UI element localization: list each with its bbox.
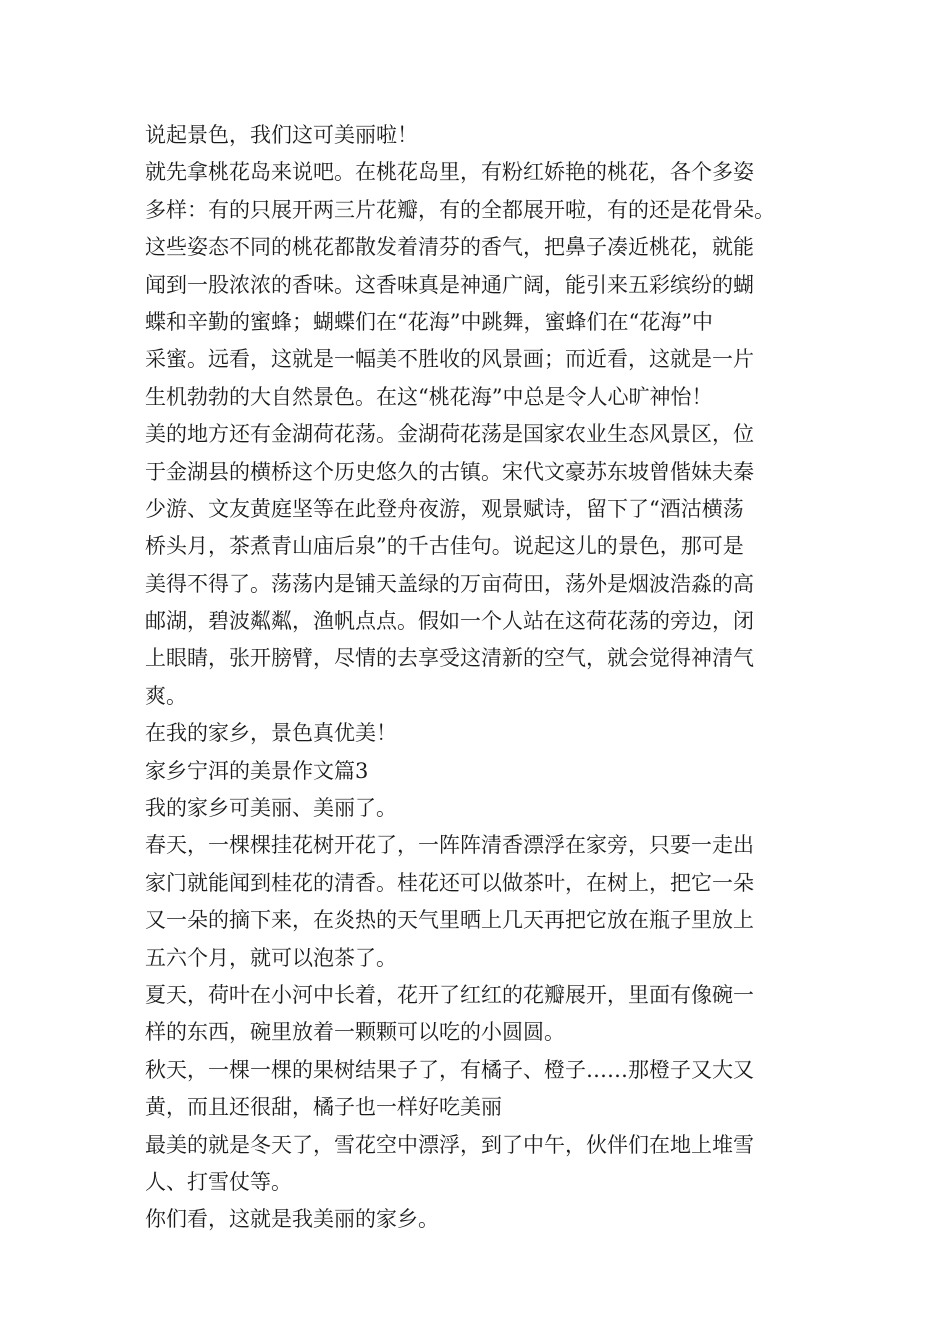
- text-line: 美的地方还有金湖荷花荡。金湖荷花荡是国家农业生态风景区，位: [145, 422, 754, 447]
- text-line: 采蜜。远看，这就是一幅美不胜收的风景画；而近看，这就是一片: [145, 347, 754, 372]
- text-line: 爽。: [145, 683, 187, 708]
- section-heading: 家乡宁洱的美景作文篇3: [145, 758, 369, 783]
- text-line: 秋天，一棵一棵的果树结果子了，有橘子、橙子……那橙子又大又: [145, 1057, 754, 1082]
- text-line: 桥头月，茶煮青山庙后泉”的千古佳句。说起这儿的景色，那可是: [145, 534, 744, 559]
- text-line: 五六个月，就可以泡茶了。: [145, 945, 397, 970]
- text-line: 上眼睛，张开膀臂，尽情的去享受这清新的空气，就会觉得神清气: [145, 646, 754, 671]
- text-line: 这些姿态不同的桃花都散发着清芬的香气，把鼻子凑近桃花，就能: [145, 235, 754, 260]
- text-line: 邮湖，碧波粼粼，渔帆点点。假如一个人站在这荷花荡的旁边，闭: [145, 609, 754, 634]
- text-line: 我的家乡可美丽、美丽了。: [145, 796, 397, 821]
- text-line: 于金湖县的横桥这个历史悠久的古镇。宋代文豪苏东坡曾偕妹夫秦: [145, 459, 754, 484]
- text-line: 又一朵的摘下来，在炎热的天气里晒上几天再把它放在瓶子里放上: [145, 908, 754, 933]
- text-line: 闻到一股浓浓的香味。这香味真是神通广阔，能引来五彩缤纷的蝴: [145, 272, 754, 297]
- text-line: 人、打雪仗等。: [145, 1169, 292, 1194]
- text-line: 美得不得了。荡荡内是铺天盖绿的万亩荷田，荡外是烟波浩淼的高: [145, 571, 754, 596]
- text-line: 家门就能闻到桂花的清香。桂花还可以做茶叶，在树上，把它一朵: [145, 870, 754, 895]
- text-line: 多样：有的只展开两三片花瓣，有的全都展开啦，有的还是花骨朵。: [145, 197, 775, 222]
- text-line: 蝶和辛勤的蜜蜂；蝴蝶们在“花海”中跳舞，蜜蜂们在“花海”中: [145, 309, 713, 334]
- text-line: 说起景色，我们这可美丽啦！: [145, 123, 418, 147]
- text-line: 最美的就是冬天了，雪花空中漂浮，到了中午，伙伴们在地上堆雪: [145, 1132, 754, 1157]
- document-body: [145, 117, 815, 1239]
- text-line: 生机勃勃的大自然景色。在这“桃花海”中总是令人心旷神怡！: [145, 384, 713, 409]
- text-line: 在我的家乡，景色真优美！: [145, 721, 397, 746]
- text-line: 你们看，这就是我美丽的家乡。: [145, 1207, 439, 1232]
- text-line: 夏天，荷叶在小河中长着，花开了红红的花瓣展开，里面有像碗一: [145, 982, 754, 1007]
- text-line: 就先拿桃花岛来说吧。在桃花岛里，有粉红娇艳的桃花，各个多姿: [145, 160, 754, 185]
- text-line: 春天，一棵棵挂花树开花了，一阵阵清香漂浮在家旁，只要一走出: [145, 833, 754, 858]
- text-line: 黄，而且还很甜，橘子也一样好吃美丽: [145, 1095, 502, 1120]
- text-line: 样的东西，碗里放着一颗颗可以吃的小圆圆。: [145, 1020, 565, 1045]
- text-line: 少游、文友黄庭坚等在此登舟夜游，观景赋诗，留下了“酒沽横荡: [145, 496, 744, 521]
